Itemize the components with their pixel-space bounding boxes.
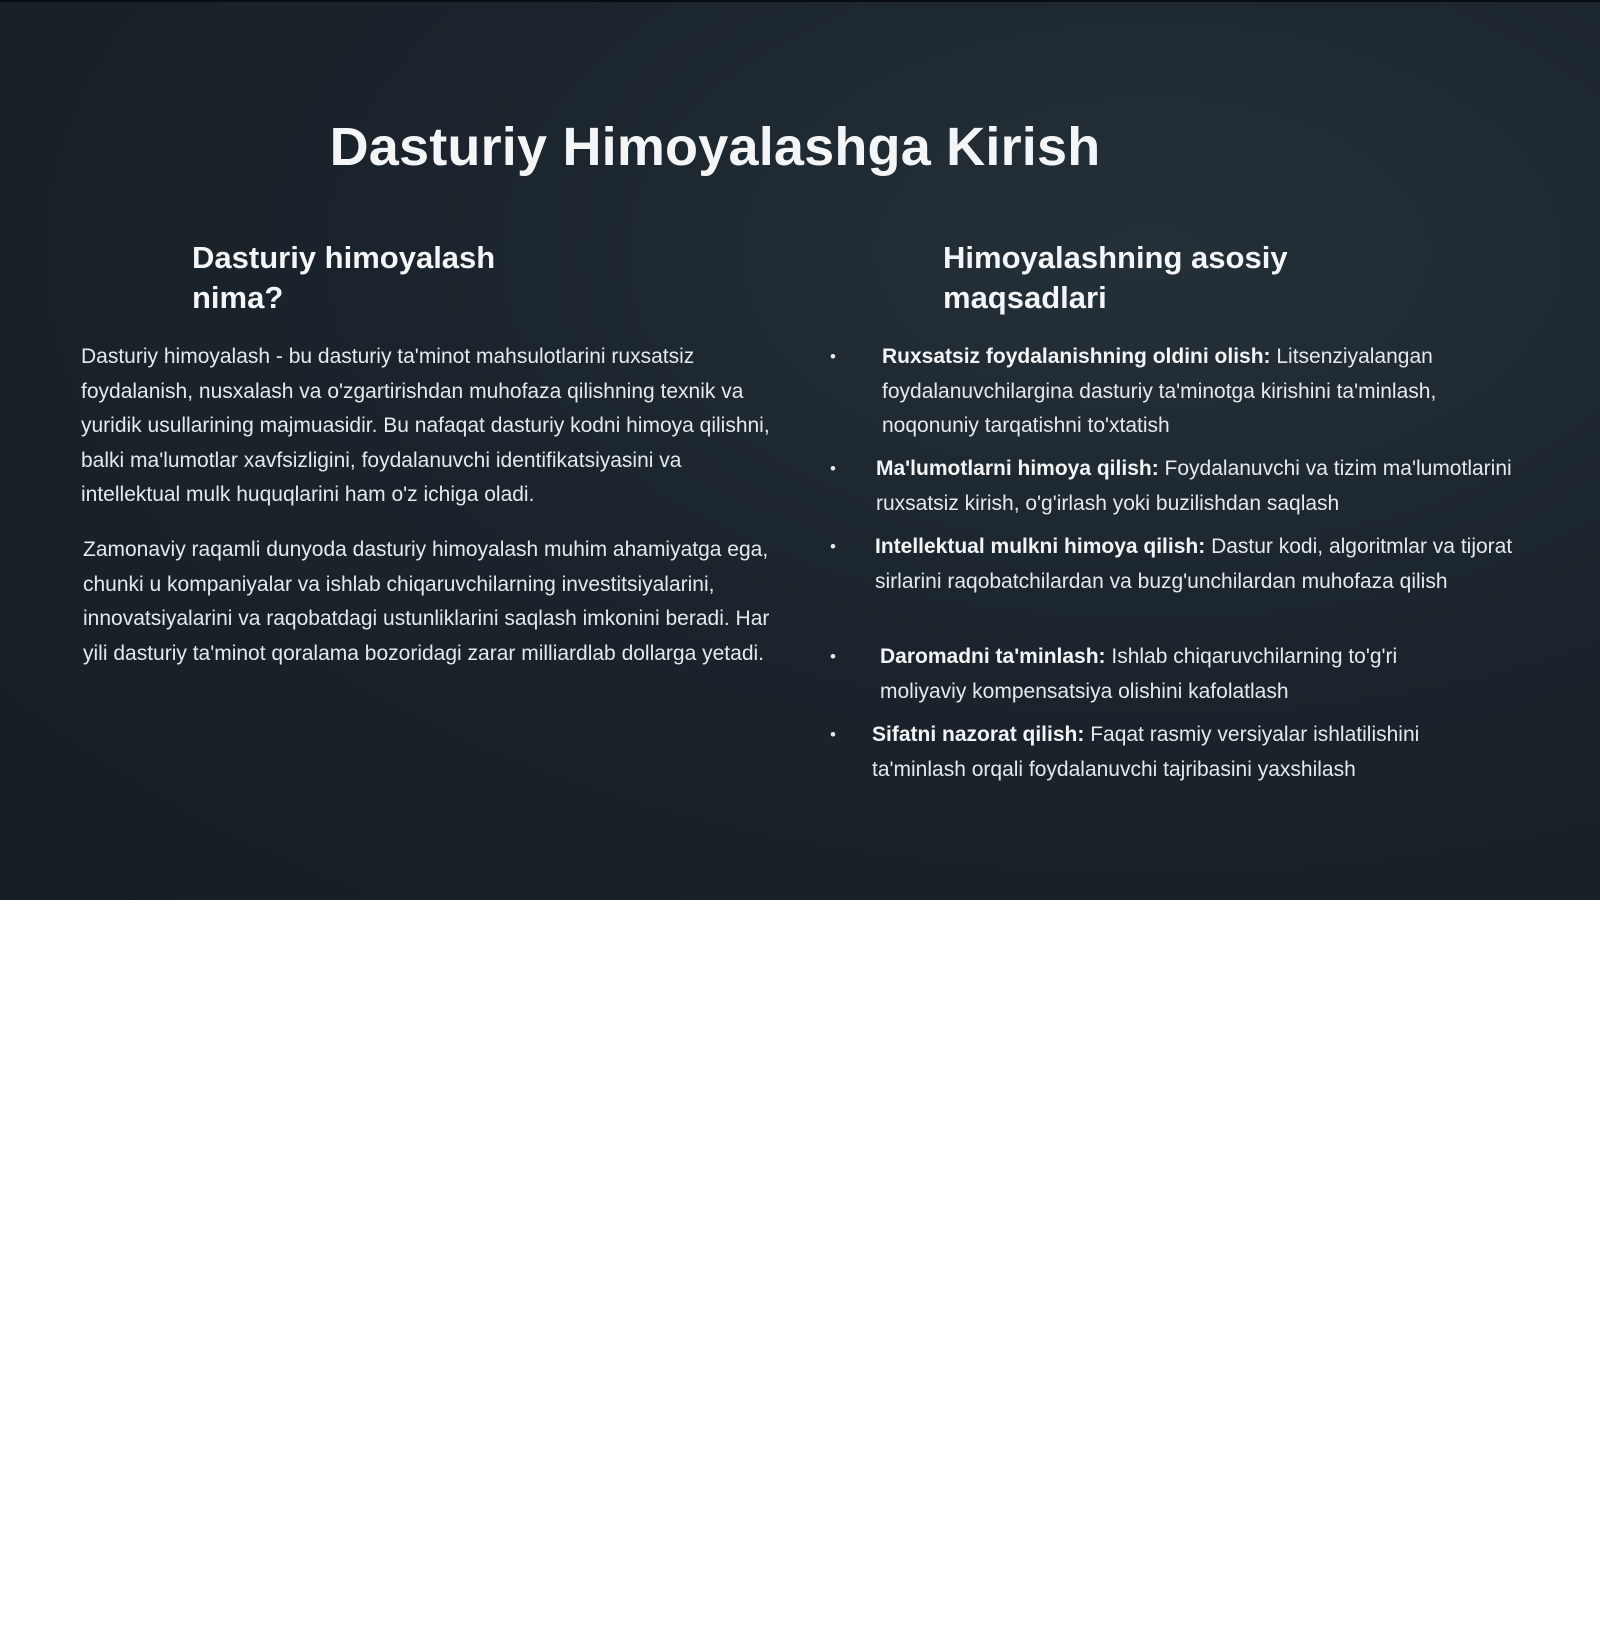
list-item (830, 718, 1492, 787)
list-item-text: Dastur kodi, algoritmlar va tijorat sirlarini raqobatchilardan va buzg'unchilardan muhofaza qilish (875, 535, 1513, 593)
list-item (830, 640, 1480, 709)
bullet-icon: • (830, 537, 836, 556)
right-column-heading: Himoyalashning asosiy maqsadlari (943, 240, 1288, 315)
list-item (830, 452, 1526, 521)
list-item (830, 530, 1515, 599)
bullet-icon: • (830, 347, 836, 366)
list-item-text: Ishlab chiqaruvchilarning to'g'ri moliyaviy kompensatsiya olishini kafolatlash (880, 645, 1398, 703)
bullet-icon: • (830, 459, 836, 478)
list-item-term: Ma'lumotlarni himoya qilish: (876, 457, 1159, 480)
definition-paragraph: Dasturiy himoyalash - bu dasturiy ta'minot mahsulotlarini ruxsatsiz foydalanish, nusxalash va o'zgartirishdan muhofaza qilishning texnik va yuridik usullarining majmuasidir. Bu nafaqat dasturiy kodni himoya qilishni, balki ma'lumotlar xavfsizligini, foydalanuvchi identifikatsiyasini va intellektual mulk huquqlarini ham o'z ichiga oladi. (81, 345, 770, 506)
slide-title: Dasturiy Himoyalashga Kirish (329, 117, 1101, 177)
list-item (830, 340, 1522, 444)
list-item-term: Ruxsatsiz foydalanishning oldini olish: (882, 345, 1271, 368)
list-item-text: Foydalanuvchi va tizim ma'lumotlarini ruxsatsiz kirish, o'g'irlash yoki buzilishdan saqlash (876, 457, 1512, 515)
list-item-term: Daromadni ta'minlash: (880, 645, 1106, 668)
list-item-text: Litsenziyalangan foydalanuvchilargina dasturiy ta'minotga kirishini ta'minlash, noqonuniy tarqatishni to'xtatish (882, 345, 1437, 437)
list-item-text: Faqat rasmiy versiyalar ishlatilishini ta'minlash orqali foydalanuvchi tajribasini yaxshilash (872, 723, 1420, 781)
list-item-term: Intellektual mulkni himoya qilish: (875, 535, 1206, 558)
left-column-heading: Dasturiy himoyalash nima? (192, 240, 496, 315)
bullet-icon: • (830, 725, 836, 744)
list-item-term: Sifatni nazorat qilish: (872, 723, 1085, 746)
bullet-icon: • (830, 647, 836, 666)
importance-paragraph: Zamonaviy raqamli dunyoda dasturiy himoyalash muhim ahamiyatga ega, chunki u kompaniyalar va ishlab chiqaruvchilarning investitsiyalarini, innovatsiyalarini va raqobatdagi ustunliklarini saqlash imkonini beradi. Har yili dasturiy ta'minot qoralama bozoridagi zarar milliardlab dollarga yetadi. (83, 538, 770, 665)
